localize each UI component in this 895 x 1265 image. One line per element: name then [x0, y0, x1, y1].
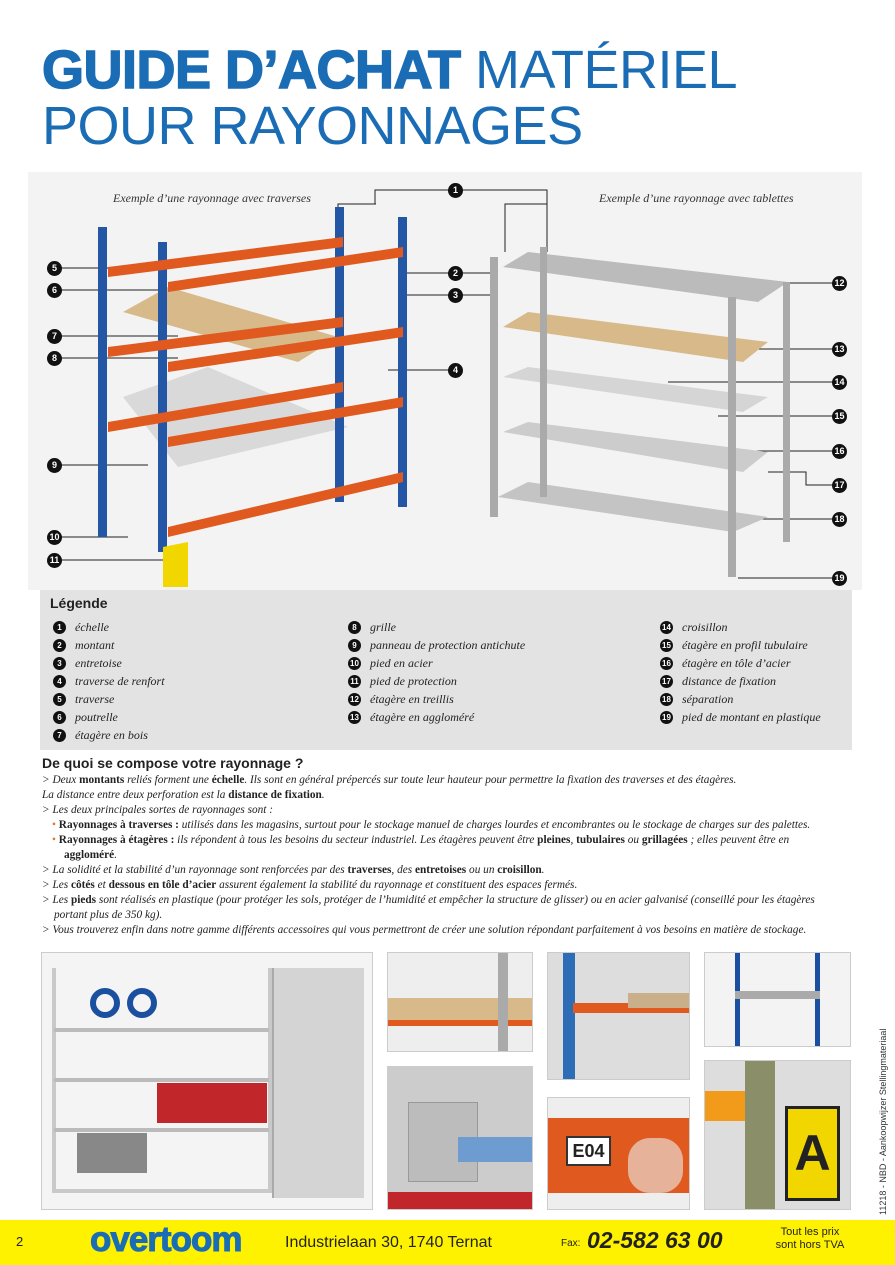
photo-rack-sign — [704, 1060, 851, 1210]
text-run: assurent également la stabilité du rayonnage et constituent des espaces fermés. — [216, 879, 578, 891]
legend-label: échelle — [75, 619, 109, 634]
text-run: . — [541, 864, 545, 876]
label-a: A — [785, 1106, 840, 1201]
legend-label: traverse — [75, 691, 115, 706]
marker-2: 2 — [448, 266, 463, 281]
legend-item — [53, 654, 165, 672]
text-run: La distance entre deux perforation est la — [42, 789, 229, 801]
legend-number: 11 — [348, 675, 361, 688]
bold-term: tubulaires — [576, 834, 625, 846]
marker-3: 3 — [448, 288, 463, 303]
footer-address: Industrielaan 30, 1740 Ternat — [285, 1234, 492, 1251]
paragraph — [42, 788, 857, 803]
bold-term: aggloméré — [64, 849, 115, 861]
marker-6: 6 — [47, 283, 62, 298]
price-note-line2: sont hors TVA — [775, 1239, 845, 1251]
bold-term: distance de fixation — [228, 789, 322, 801]
legend-number: 13 — [348, 711, 361, 724]
legend-item — [53, 690, 165, 708]
marker-1: 1 — [448, 183, 463, 198]
legend-item — [53, 726, 165, 744]
text-run: , des — [391, 864, 415, 876]
bold-term: entretoises — [414, 864, 467, 876]
marker-7: 7 — [47, 329, 62, 344]
bold-term: Rayonnages à étagères : — [58, 834, 175, 846]
text-run: > Deux — [42, 774, 80, 786]
bold-term: Rayonnages à traverses : — [58, 819, 179, 831]
legend-column-2 — [348, 618, 525, 726]
page-title — [42, 42, 737, 154]
legend-number: 15 — [660, 639, 673, 652]
paragraph: > Vous trouverez enfin dans notre gamme différents accessoires qui vous permettront de créer une solution répondant parfaitement à vos besoins en matière de stockage. — [42, 924, 807, 936]
paragraph — [42, 773, 857, 788]
legend-item — [348, 672, 525, 690]
legend-label: pied de protection — [370, 673, 457, 688]
bold-term: côtés — [70, 879, 95, 891]
caption-right: Exemple d’une rayonnage avec tablettes — [599, 191, 794, 205]
legend-number: 14 — [660, 621, 673, 634]
paragraph: portant plus de 350 kg). — [54, 909, 163, 921]
paragraph — [42, 878, 857, 893]
text-run: ils répondent à tous les besoins du secteur industriel. Les étagères peuvent être — [174, 834, 538, 846]
paragraph: > Les deux principales sortes de rayonnages sont : — [42, 804, 274, 816]
marker-11: 11 — [47, 553, 62, 568]
legend-label: étagère en bois — [75, 727, 148, 742]
text-run: > Les — [42, 879, 71, 891]
text-run: > La solidité et la stabilité d’un rayonnage sont renforcées par des — [42, 864, 348, 876]
legend-item — [348, 618, 525, 636]
marker-18: 18 — [832, 512, 847, 527]
legend-item — [348, 708, 525, 726]
legend-number: 16 — [660, 657, 673, 670]
photo-dividers — [387, 1066, 533, 1210]
legend-item — [53, 672, 165, 690]
marker-15: 15 — [832, 409, 847, 424]
bold-term: montants — [79, 774, 125, 786]
legend-number: 3 — [53, 657, 66, 670]
text-run: , — [570, 834, 577, 846]
composition-text — [42, 756, 857, 938]
legend-label: traverse de renfort — [75, 673, 165, 688]
bullet-continuation — [42, 848, 857, 863]
text-run: ou un — [466, 864, 498, 876]
paragraph — [42, 893, 857, 908]
text-run: ou — [624, 834, 642, 846]
bullet-item: • Rayonnages à étagères : ils répondent à tous les besoins du secteur industriel. Les étagères peuvent être pleines, tubulaires ou grillagées ; elles peuvent être en — [52, 834, 790, 846]
brand-logo: overtoom — [90, 1220, 242, 1259]
photo-wood-shelf — [387, 952, 533, 1052]
legend-number: 5 — [53, 693, 66, 706]
legend-item — [660, 618, 821, 636]
text-run: . Ils sont en général prépercés sur toute leur hauteur pour permettre la fixation des traverses et des étagères. — [244, 774, 737, 786]
title-light: MATÉRIEL — [475, 40, 738, 100]
legend-item — [53, 618, 165, 636]
legend-label: pied de montant en plastique — [682, 709, 821, 724]
paragraph — [42, 863, 857, 878]
legend-item — [660, 654, 821, 672]
photo-pallet-rack — [547, 952, 690, 1080]
marker-14: 14 — [832, 375, 847, 390]
composition-heading: De quoi se compose votre rayonnage ? — [42, 755, 304, 771]
marker-13: 13 — [832, 342, 847, 357]
legend-item — [348, 690, 525, 708]
legend — [40, 590, 852, 750]
bold-term: grillagées — [641, 834, 688, 846]
legend-label: croisillon — [682, 619, 728, 634]
footer — [0, 1220, 895, 1265]
photo-shelving-cabinet — [41, 952, 373, 1210]
bullet-item: • Rayonnages à traverses : utilisés dans les magasins, surtout pour le stockage manuel de charges lourdes et encombrantes ou le stockage de charges sur des palettes. — [52, 819, 811, 831]
marker-10: 10 — [47, 530, 62, 545]
price-note-line1: Tout les prix — [780, 1226, 840, 1238]
marker-16: 16 — [832, 444, 847, 459]
legend-label: étagère en tôle d’acier — [682, 655, 791, 670]
legend-label: séparation — [682, 691, 734, 706]
legend-number: 10 — [348, 657, 361, 670]
legend-column-1 — [53, 618, 165, 744]
fax-number: 02-582 63 00 — [587, 1227, 723, 1253]
legend-label: étagère en aggloméré — [370, 709, 475, 724]
legend-number: 4 — [53, 675, 66, 688]
side-reference: 11218 - NBD - Aankoopwijzer Stellingmateriaal — [878, 1028, 888, 1215]
bold-term: dessous en tôle d’acier — [108, 879, 217, 891]
legend-label: pied en acier — [370, 655, 433, 670]
legend-number: 1 — [53, 621, 66, 634]
bold-term: traverses — [347, 864, 392, 876]
legend-number: 8 — [348, 621, 361, 634]
title-line2: POUR RAYONNAGES — [42, 96, 583, 156]
legend-item — [660, 672, 821, 690]
legend-number: 19 — [660, 711, 673, 724]
text-run: > Les — [42, 894, 71, 906]
title-bold: GUIDE D’ACHAT — [42, 40, 461, 100]
text-run: . — [114, 849, 118, 861]
caption-left: Exemple d’une rayonnage avec traverses — [113, 191, 311, 205]
photo-shelf-bracket — [704, 952, 851, 1047]
photo-label-holder — [547, 1097, 690, 1210]
legend-number: 9 — [348, 639, 361, 652]
legend-heading: Légende — [50, 595, 108, 611]
marker-17: 17 — [832, 478, 847, 493]
text-run: et — [94, 879, 109, 891]
bold-term: croisillon — [497, 864, 542, 876]
legend-number: 17 — [660, 675, 673, 688]
legend-item — [53, 708, 165, 726]
text-run: utilisés dans les magasins, surtout pour le stockage manuel de charges lourdes et encombrantes ou le stockage de charges sur des palettes. — [178, 819, 811, 831]
legend-number: 6 — [53, 711, 66, 724]
label-e04: E04 — [566, 1136, 611, 1166]
legend-item — [660, 708, 821, 726]
legend-label: étagère en treillis — [370, 691, 454, 706]
marker-9: 9 — [47, 458, 62, 473]
legend-number: 7 — [53, 729, 66, 742]
legend-label: montant — [75, 637, 115, 652]
legend-label: panneau de protection antichute — [370, 637, 526, 652]
legend-item — [348, 654, 525, 672]
bold-term: pieds — [70, 894, 97, 906]
marker-8: 8 — [47, 351, 62, 366]
text-run: reliés forment une — [124, 774, 212, 786]
legend-number: 12 — [348, 693, 361, 706]
shelving-illustration — [28, 172, 862, 590]
shelving-diagram — [28, 172, 862, 590]
fax-label: Fax: — [561, 1238, 581, 1249]
legend-item — [660, 636, 821, 654]
legend-label: étagère en profil tubulaire — [682, 637, 808, 652]
marker-12: 12 — [832, 276, 847, 291]
marker-5: 5 — [47, 261, 62, 276]
price-note — [770, 1226, 850, 1252]
legend-label: grille — [370, 619, 396, 634]
legend-label: poutrelle — [75, 709, 118, 724]
legend-number: 2 — [53, 639, 66, 652]
legend-item — [660, 690, 821, 708]
legend-item — [348, 636, 525, 654]
bold-term: échelle — [211, 774, 245, 786]
bold-term: pleines — [537, 834, 571, 846]
page-number: 2 — [16, 1234, 24, 1249]
marker-19: 19 — [832, 571, 847, 586]
text-run: . — [321, 789, 325, 801]
legend-label: entretoise — [75, 655, 122, 670]
legend-number: 18 — [660, 693, 673, 706]
text-run: sont réalisés en plastique (pour protéger les sols, protéger de l’humidité et empêcher la structure de glisser) ou en acier galvanisé (conseillé pour les étagères — [96, 894, 815, 906]
marker-4: 4 — [448, 363, 463, 378]
legend-item — [53, 636, 165, 654]
legend-column-3 — [660, 618, 821, 726]
legend-label: distance de fixation — [682, 673, 776, 688]
text-run: ; elles peuvent être en — [687, 834, 790, 846]
